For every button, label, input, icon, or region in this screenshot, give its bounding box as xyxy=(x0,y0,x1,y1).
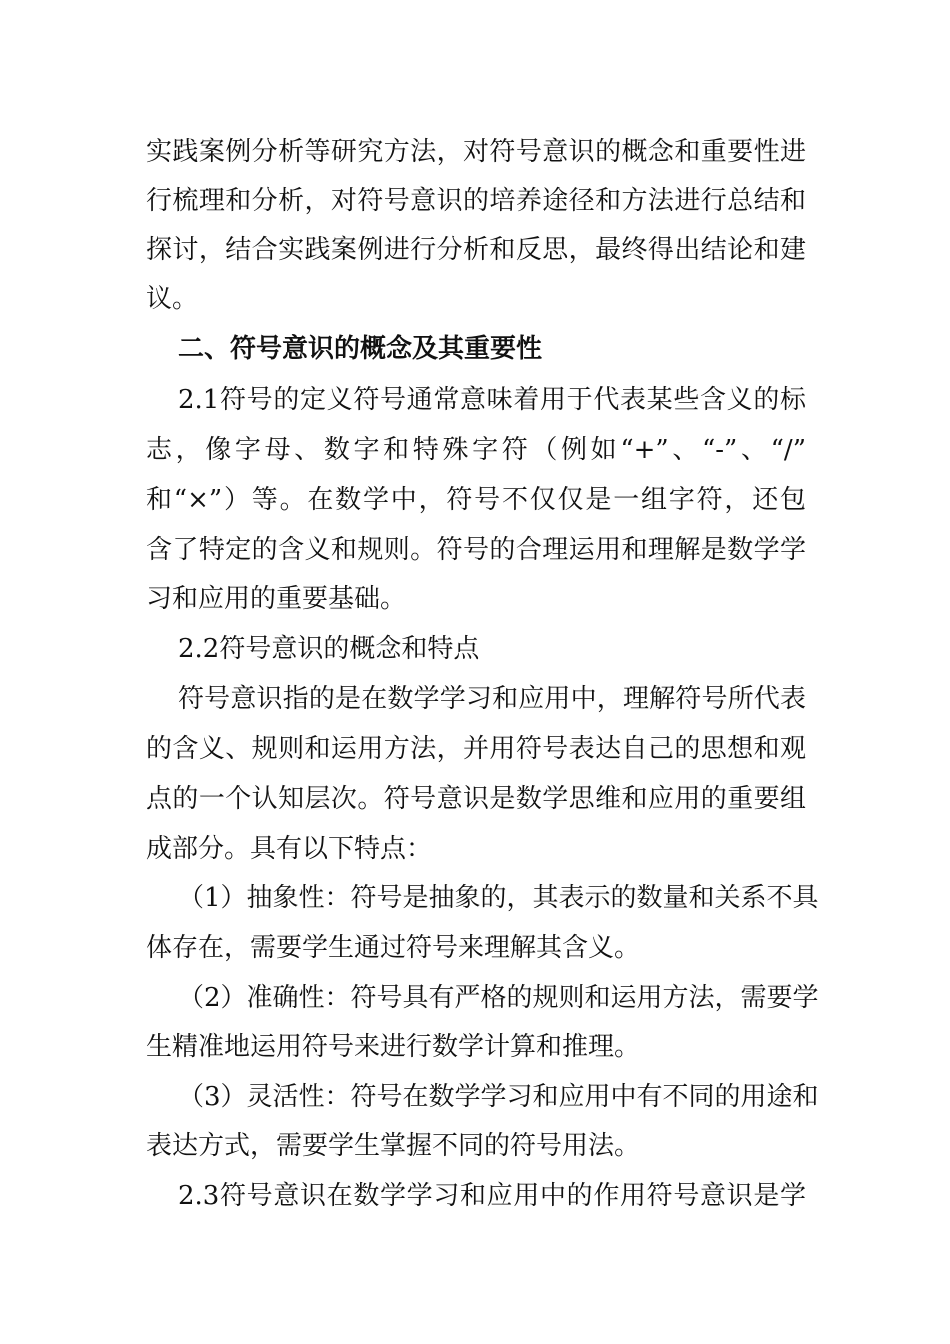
body-text-line: 2.1符号的定义符号通常意味着用于代表某些含义的标 xyxy=(178,385,806,415)
body-text-line: 2.3符号意识在数学学习和应用中的作用符号意识是学 xyxy=(178,1181,806,1211)
body-text-line: 议。 xyxy=(146,284,199,314)
body-text-line: 的含义、规则和运用方法，并用符号表达自己的思想和观 xyxy=(146,734,806,764)
list-item-line: （2）准确性：符号具有严格的规则和运用方法，需要学 xyxy=(178,983,819,1013)
list-item-line: 生精准地运用符号来进行数学计算和推理。 xyxy=(146,1032,641,1062)
body-text-line: 符号意识指的是在数学学习和应用中，理解符号所代表 xyxy=(178,684,806,714)
body-text-line: 点的一个认知层次。符号意识是数学思维和应用的重要组 xyxy=(146,784,806,814)
list-item-line: （3）灵活性：符号在数学学习和应用中有不同的用途和 xyxy=(178,1082,819,1112)
body-text-line: 行梳理和分析，对符号意识的培养途径和方法进行总结和 xyxy=(146,186,806,216)
body-text-line: 和“×”）等。在数学中，符号不仅仅是一组字符，还包 xyxy=(146,485,806,515)
body-text-line: 实践案例分析等研究方法，对符号意识的概念和重要性进 xyxy=(146,137,806,167)
section-heading: 二、符号意识的概念及其重要性 xyxy=(178,334,543,364)
body-text-line: 含了特定的含义和规则。符号的合理运用和理解是数学学 xyxy=(146,535,806,565)
body-text-line: 成部分。具有以下特点： xyxy=(146,834,433,864)
list-item-line: （1）抽象性：符号是抽象的，其表示的数量和关系不具 xyxy=(178,883,819,913)
list-item-line: 体存在，需要学生通过符号来理解其含义。 xyxy=(146,933,641,963)
body-text-line: 习和应用的重要基础。 xyxy=(146,584,407,614)
body-text-line: 探讨，结合实践案例进行分析和反思，最终得出结论和建 xyxy=(146,235,806,265)
subsection-heading: 2.2符号意识的概念和特点 xyxy=(178,634,480,664)
list-item-line: 表达方式，需要学生掌握不同的符号用法。 xyxy=(146,1131,641,1161)
body-text-line: 志，像字母、数字和特殊字符（例如“+”、“-”、“/” xyxy=(146,435,806,465)
